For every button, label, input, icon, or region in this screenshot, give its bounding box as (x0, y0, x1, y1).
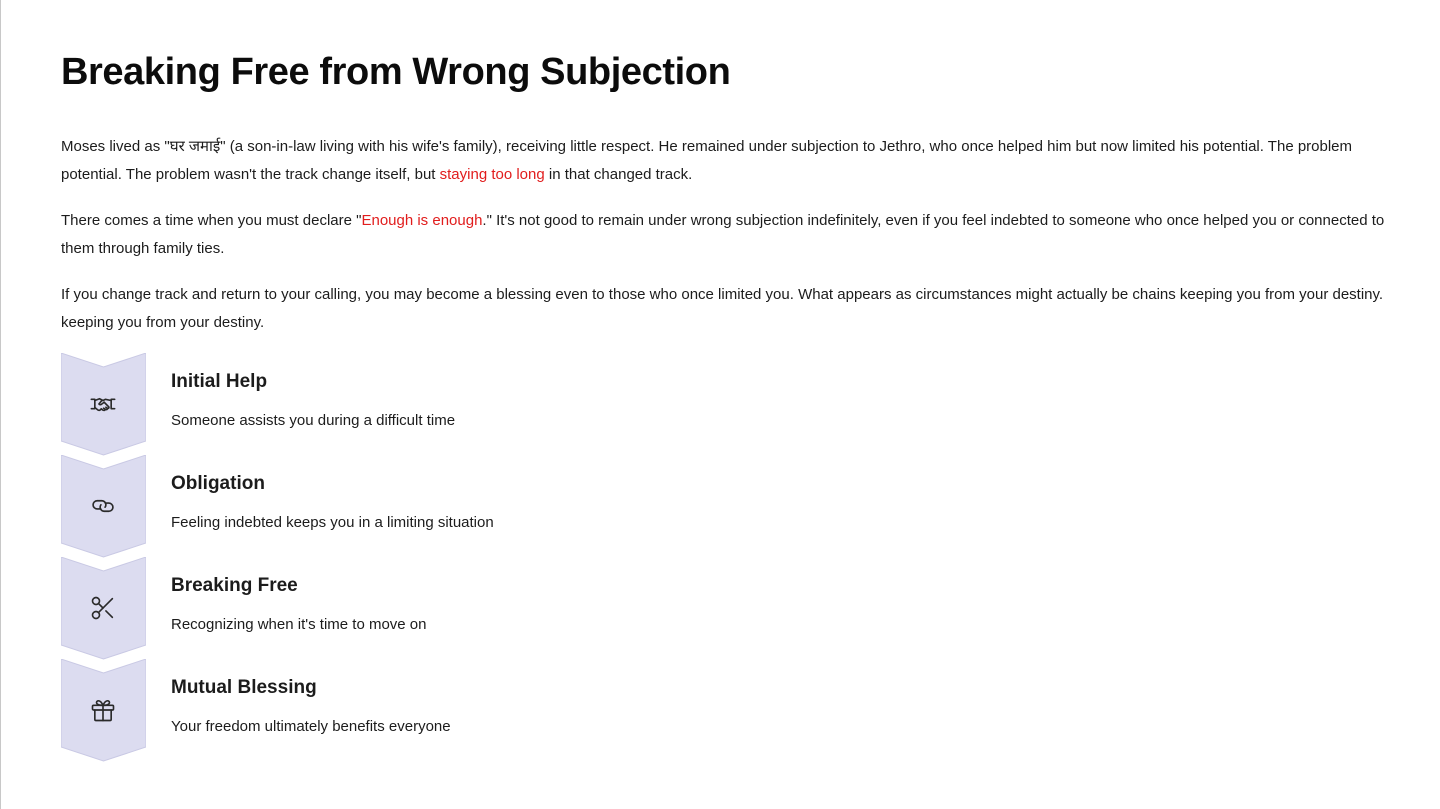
gift-icon (89, 696, 117, 724)
step-description: Someone assists you during a difficult time (171, 412, 456, 429)
step-description: Feeling indebted keeps you in a limiting situation (171, 514, 494, 531)
paragraph-text: There comes a time when you must declare " (61, 212, 362, 229)
handshake-icon (89, 390, 117, 418)
scissors-icon (89, 594, 117, 622)
step-description: Your freedom ultimately benefits everyone (171, 718, 451, 735)
chevron-marker (61, 557, 146, 660)
hindi-term: घर जमाई (169, 138, 221, 155)
chevron-marker (61, 353, 146, 456)
step-title: Mutual Blessing (171, 677, 317, 698)
highlight-staying-too-long: staying too long (439, 166, 545, 183)
step-mutual-blessing (61, 659, 661, 762)
page-title: Breaking Free from Wrong Subjection (61, 51, 731, 93)
left-border (0, 0, 1, 809)
paragraph-text: in that changed track. (544, 166, 693, 183)
step-title: Obligation (171, 473, 265, 494)
step-title: Breaking Free (171, 575, 298, 596)
chevron-marker (61, 659, 146, 762)
paragraph-calling (61, 281, 1391, 337)
step-obligation (61, 455, 661, 558)
paragraph-text: ." It's not good to remain under wrong subjection indefinitely, even if you feel indebted to someone who once helped you or connected to them through family ties. (61, 212, 1385, 257)
step-description: Recognizing when it's time to move on (171, 616, 427, 633)
paragraph-enough (61, 207, 1391, 263)
step-initial-help (61, 353, 661, 456)
paragraph-text: Moses lived as " (61, 138, 170, 155)
step-breaking-free (61, 557, 661, 660)
highlight-enough-is-enough: Enough is enough (361, 212, 483, 229)
paragraph-text: " (a son-in-law living with his wife's family), receiving little respect. He remained under subjection to Jethro, who once helped him but now limited his potential. The problem potential. The problem wasn't the track change itself, but (61, 138, 1353, 183)
paragraph-moses (61, 133, 1391, 189)
paragraph-text: If you change track and return to your calling, you may become a blessing even to those who once limited you. What appears as circumstances might actually be chains keeping you from your destiny. keeping you from your destiny. (61, 286, 1384, 331)
chevron-marker (61, 455, 146, 558)
step-title: Initial Help (171, 371, 268, 392)
chain-link-icon (89, 492, 117, 520)
